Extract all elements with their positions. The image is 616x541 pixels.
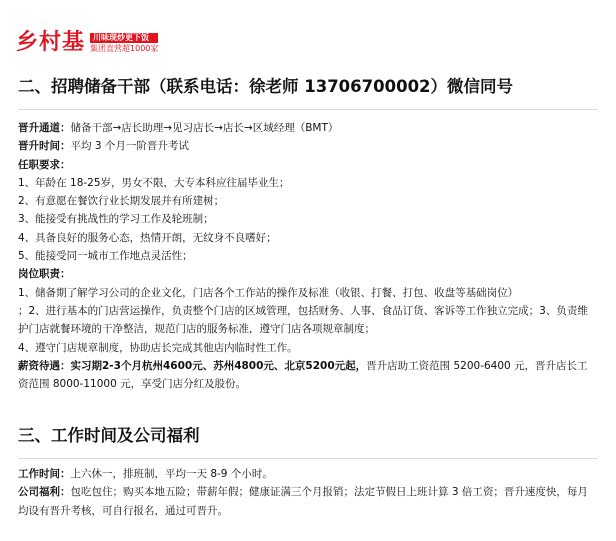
divider: [18, 458, 598, 459]
section-3-heading: 三、工作时间及公司福利: [18, 426, 200, 445]
salary-promotion: 晋升店助工资范围 5200-6400 元，晋升店长工资范围 8000-11000 元，享受门店分红及股份。: [18, 359, 588, 391]
company-benefits: [18, 483, 596, 520]
promotion-path-value: 储备干部→店长助理→见习店长→店长→区域经理（BMT）: [70, 122, 339, 134]
work-time-label: 工作时间：: [18, 468, 71, 480]
logo-wordmark: 乡村基: [16, 30, 86, 55]
promotion-path: [18, 119, 596, 137]
duty-item: 4、遵守门店规章制度，协助店长完成其他店内临时性工作。: [18, 341, 298, 354]
requirements-title: 任职要求：: [18, 158, 71, 171]
requirement-item: 2、有意愿在餐饮行业长期发展并有所建树；: [18, 195, 225, 208]
salary-label: 薪资待遇：: [18, 359, 71, 372]
logo-slogan: [90, 33, 158, 54]
logo-store-count: 集团直营超1000家: [90, 43, 159, 53]
promotion-time-value: 平均 3 个月一阶晋升考试: [70, 140, 189, 153]
promotion-time-label: 晋升时间：: [18, 140, 71, 153]
duties-title: 岗位职责：: [18, 268, 71, 281]
benefits-label: 公司福利：: [18, 486, 71, 499]
work-time-value: 上六休一，排班制，平均一天 8-9 个小时。: [70, 468, 273, 480]
salary: [18, 357, 596, 394]
requirement-item: 4、具备良好的服务心态，热情开朗，无纹身不良嗜好；: [18, 231, 277, 244]
logo-tagline: 川味现炒更下饭: [90, 33, 158, 43]
benefits-value: 包吃包住；购买本地五险；带薪年假；健康证满三个月报销；法定节假日上班计算 3 倍工资；晋升速度快，每月均设有晋升考核，可自行报名，通过可晋升。: [18, 486, 588, 517]
requirement-item: 5、能接受同一城市工作地点灵活性；: [18, 250, 193, 263]
work-time: [18, 465, 596, 483]
divider: [18, 109, 598, 110]
duty-item: ；2、进行基本的门店营运操作，负责整个门店的区域管理，包括财务、人事、食品订货、客诉等工作独立完成；3、负责维护门店就餐环境的干净整洁，规范门店的服务标准，遵守门店各项规章制度；: [18, 304, 588, 336]
company-logo: [16, 28, 158, 58]
requirement-item: 3、能接受有挑战性的学习工作及轮班制；: [18, 213, 214, 226]
promotion-path-label: 晋升通道：: [18, 122, 71, 134]
duty-item: 1、储备期了解学习公司的企业文化，门店各个工作站的操作及标准（收银、打餐、打包、收盘等基础岗位）: [18, 286, 519, 299]
work-and-benefits: [18, 465, 596, 520]
section-2-heading: 二、招聘储备干部（联系电话：徐老师 13706700002）微信同号: [18, 77, 514, 96]
promotion-time: [18, 137, 596, 155]
salary-internship: 实习期2-3个月杭州4600元、苏州4800元、北京5200元起，: [70, 359, 367, 372]
requirement-item: 1、年龄在 18-25岁，男女不限，大专本科应往届毕业生；: [18, 176, 290, 189]
recruitment-details: [18, 119, 596, 393]
